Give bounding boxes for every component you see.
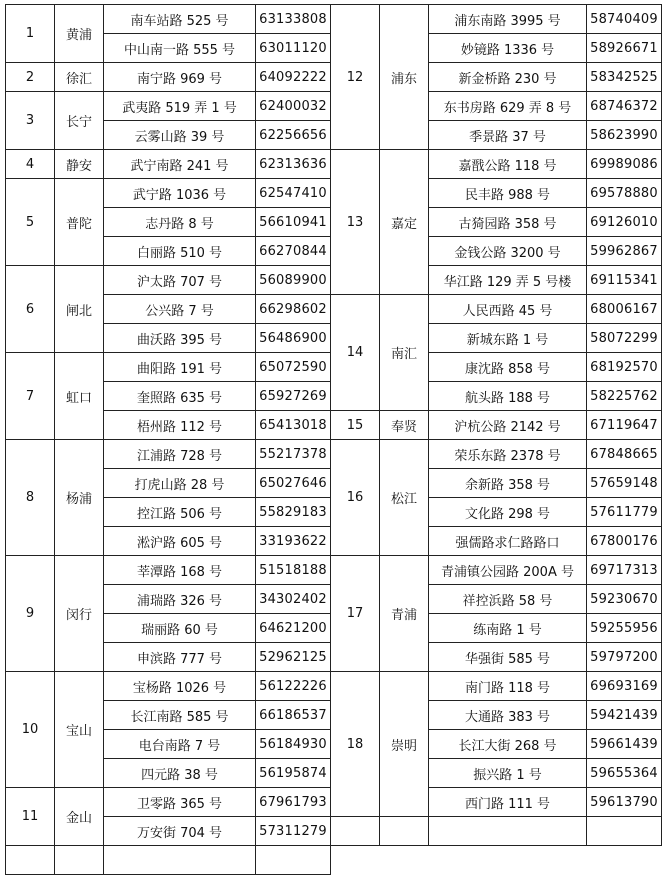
district-number: 7 (6, 353, 55, 440)
empty-cell (587, 817, 662, 846)
table-row (6, 5, 662, 34)
empty-cell (331, 817, 380, 846)
site-address: 荣乐东路 2378 号 (429, 440, 587, 469)
district-name: 普陀 (55, 179, 104, 266)
site-address: 余新路 358 号 (429, 469, 587, 498)
site-address: 浦瑞路 326 号 (104, 585, 256, 614)
site-phone: 55217378 (256, 440, 331, 469)
site-phone: 56184930 (256, 730, 331, 759)
site-address: 万安街 704 号 (104, 817, 256, 846)
site-address: 瑞丽路 60 号 (104, 614, 256, 643)
district-number: 4 (6, 150, 55, 179)
site-address: 航头路 188 号 (429, 382, 587, 411)
site-address: 武宁路 1036 号 (104, 179, 256, 208)
district-number: 6 (6, 266, 55, 353)
site-address: 武夷路 519 弄 1 号 (104, 92, 256, 121)
table-row (6, 846, 662, 875)
district-name: 徐汇 (55, 63, 104, 92)
district-name: 闵行 (55, 556, 104, 672)
district-number: 1 (6, 5, 55, 63)
site-phone: 58342525 (587, 63, 662, 92)
district-name: 静安 (55, 150, 104, 179)
district-name: 金山 (55, 788, 104, 846)
empty-cell (104, 846, 256, 875)
district-name: 青浦 (380, 556, 429, 672)
site-phone: 56486900 (256, 324, 331, 353)
empty-cell (380, 817, 429, 846)
table-row (6, 440, 662, 469)
site-phone: 66298602 (256, 295, 331, 324)
site-address: 志丹路 8 号 (104, 208, 256, 237)
site-phone: 65072590 (256, 353, 331, 382)
site-phone: 69126010 (587, 208, 662, 237)
site-phone: 57611779 (587, 498, 662, 527)
site-phone: 59962867 (587, 237, 662, 266)
site-address: 浦东南路 3995 号 (429, 5, 587, 34)
site-phone: 67800176 (587, 527, 662, 556)
site-address: 莘潭路 168 号 (104, 556, 256, 585)
district-name: 嘉定 (380, 150, 429, 295)
site-phone: 64092222 (256, 63, 331, 92)
district-number: 11 (6, 788, 55, 846)
district-name: 南汇 (380, 295, 429, 411)
table-row (6, 556, 662, 585)
site-address: 四元路 38 号 (104, 759, 256, 788)
district-name: 浦东 (380, 5, 429, 150)
site-address: 金钱公路 3200 号 (429, 237, 587, 266)
site-address: 祥控浜路 58 号 (429, 585, 587, 614)
site-phone: 66186537 (256, 701, 331, 730)
site-phone: 57311279 (256, 817, 331, 846)
site-phone: 59655364 (587, 759, 662, 788)
site-phone: 68746372 (587, 92, 662, 121)
district-number: 8 (6, 440, 55, 556)
district-number: 10 (6, 672, 55, 788)
site-phone: 59421439 (587, 701, 662, 730)
district-number: 16 (331, 440, 380, 556)
site-phone: 56610941 (256, 208, 331, 237)
site-phone: 58740409 (587, 5, 662, 34)
site-phone: 69578880 (587, 179, 662, 208)
site-phone: 65027646 (256, 469, 331, 498)
site-phone: 65927269 (256, 382, 331, 411)
site-address: 大通路 383 号 (429, 701, 587, 730)
site-phone: 62256656 (256, 121, 331, 150)
district-address-phone-table (5, 4, 662, 875)
district-number: 12 (331, 5, 380, 150)
site-address: 民丰路 988 号 (429, 179, 587, 208)
site-address: 振兴路 1 号 (429, 759, 587, 788)
empty-cell (256, 846, 331, 875)
site-address: 白丽路 510 号 (104, 237, 256, 266)
site-address: 西门路 111 号 (429, 788, 587, 817)
site-phone: 55829183 (256, 498, 331, 527)
site-phone: 69693169 (587, 672, 662, 701)
site-phone: 59255956 (587, 614, 662, 643)
site-phone: 58623990 (587, 121, 662, 150)
site-address: 人民西路 45 号 (429, 295, 587, 324)
table-row (6, 672, 662, 701)
site-address: 云雾山路 39 号 (104, 121, 256, 150)
site-phone: 58225762 (587, 382, 662, 411)
site-phone: 68192570 (587, 353, 662, 382)
site-phone: 62547410 (256, 179, 331, 208)
site-address: 南宁路 969 号 (104, 63, 256, 92)
table-row (6, 817, 662, 846)
site-address: 沪太路 707 号 (104, 266, 256, 295)
site-address: 文化路 298 号 (429, 498, 587, 527)
empty-cell (6, 846, 55, 875)
empty-cell (55, 846, 104, 875)
site-phone: 58926671 (587, 34, 662, 63)
directory-table-container (5, 4, 662, 875)
district-name: 虹口 (55, 353, 104, 440)
site-phone: 69115341 (587, 266, 662, 295)
site-phone: 56122226 (256, 672, 331, 701)
district-number: 18 (331, 672, 380, 817)
site-address: 申滨路 777 号 (104, 643, 256, 672)
site-address: 武宁南路 241 号 (104, 150, 256, 179)
site-address: 曲沃路 395 号 (104, 324, 256, 353)
site-phone: 62400032 (256, 92, 331, 121)
site-address: 淞沪路 605 号 (104, 527, 256, 556)
site-phone: 65413018 (256, 411, 331, 440)
site-phone: 67848665 (587, 440, 662, 469)
site-address: 控江路 506 号 (104, 498, 256, 527)
site-address: 康沈路 858 号 (429, 353, 587, 382)
site-address: 长江大街 268 号 (429, 730, 587, 759)
site-phone: 64621200 (256, 614, 331, 643)
site-address: 江浦路 728 号 (104, 440, 256, 469)
site-address: 练南路 1 号 (429, 614, 587, 643)
site-phone: 68006167 (587, 295, 662, 324)
site-phone: 69717313 (587, 556, 662, 585)
site-phone: 67961793 (256, 788, 331, 817)
district-name: 杨浦 (55, 440, 104, 556)
site-address: 奎照路 635 号 (104, 382, 256, 411)
site-address: 打虎山路 28 号 (104, 469, 256, 498)
site-phone: 57659148 (587, 469, 662, 498)
district-number: 15 (331, 411, 380, 440)
site-phone: 67119647 (587, 411, 662, 440)
site-phone: 69989086 (587, 150, 662, 179)
district-name: 松江 (380, 440, 429, 556)
district-number: 17 (331, 556, 380, 672)
site-phone: 33193622 (256, 527, 331, 556)
district-number: 3 (6, 92, 55, 150)
site-phone: 63133808 (256, 5, 331, 34)
district-number: 9 (6, 556, 55, 672)
site-phone: 66270844 (256, 237, 331, 266)
site-phone: 59661439 (587, 730, 662, 759)
table-row (6, 295, 662, 324)
site-address: 长江南路 585 号 (104, 701, 256, 730)
site-address: 公兴路 7 号 (104, 295, 256, 324)
site-address: 强儒路求仁路路口 (429, 527, 587, 556)
site-address: 华江路 129 弄 5 号楼 (429, 266, 587, 295)
site-phone: 58072299 (587, 324, 662, 353)
district-number: 14 (331, 295, 380, 411)
site-address: 古猗园路 358 号 (429, 208, 587, 237)
site-address: 季景路 37 号 (429, 121, 587, 150)
site-address: 卫零路 365 号 (104, 788, 256, 817)
site-phone: 59230670 (587, 585, 662, 614)
site-phone: 34302402 (256, 585, 331, 614)
district-name: 奉贤 (380, 411, 429, 440)
site-address: 嘉戬公路 118 号 (429, 150, 587, 179)
district-name: 闸北 (55, 266, 104, 353)
site-address: 电台南路 7 号 (104, 730, 256, 759)
site-phone: 62313636 (256, 150, 331, 179)
table-row (6, 150, 662, 179)
table-row (6, 411, 662, 440)
district-number: 5 (6, 179, 55, 266)
site-phone: 51518188 (256, 556, 331, 585)
district-number: 2 (6, 63, 55, 92)
site-address: 南车站路 525 号 (104, 5, 256, 34)
site-address: 南门路 118 号 (429, 672, 587, 701)
district-name: 宝山 (55, 672, 104, 788)
site-phone: 59613790 (587, 788, 662, 817)
site-phone: 59797200 (587, 643, 662, 672)
site-address: 梧州路 112 号 (104, 411, 256, 440)
site-phone: 63011120 (256, 34, 331, 63)
site-address: 东书房路 629 弄 8 号 (429, 92, 587, 121)
site-address: 曲阳路 191 号 (104, 353, 256, 382)
district-number: 13 (331, 150, 380, 295)
empty-cell (429, 817, 587, 846)
district-name: 黄浦 (55, 5, 104, 63)
site-address: 妙镜路 1336 号 (429, 34, 587, 63)
site-phone: 52962125 (256, 643, 331, 672)
site-phone: 56089900 (256, 266, 331, 295)
site-address: 沪杭公路 2142 号 (429, 411, 587, 440)
district-name: 长宁 (55, 92, 104, 150)
site-address: 华强街 585 号 (429, 643, 587, 672)
site-phone: 56195874 (256, 759, 331, 788)
site-address: 青浦镇公园路 200A 号 (429, 556, 587, 585)
district-name: 崇明 (380, 672, 429, 817)
site-address: 宝杨路 1026 号 (104, 672, 256, 701)
site-address: 中山南一路 555 号 (104, 34, 256, 63)
site-address: 新金桥路 230 号 (429, 63, 587, 92)
site-address: 新城东路 1 号 (429, 324, 587, 353)
